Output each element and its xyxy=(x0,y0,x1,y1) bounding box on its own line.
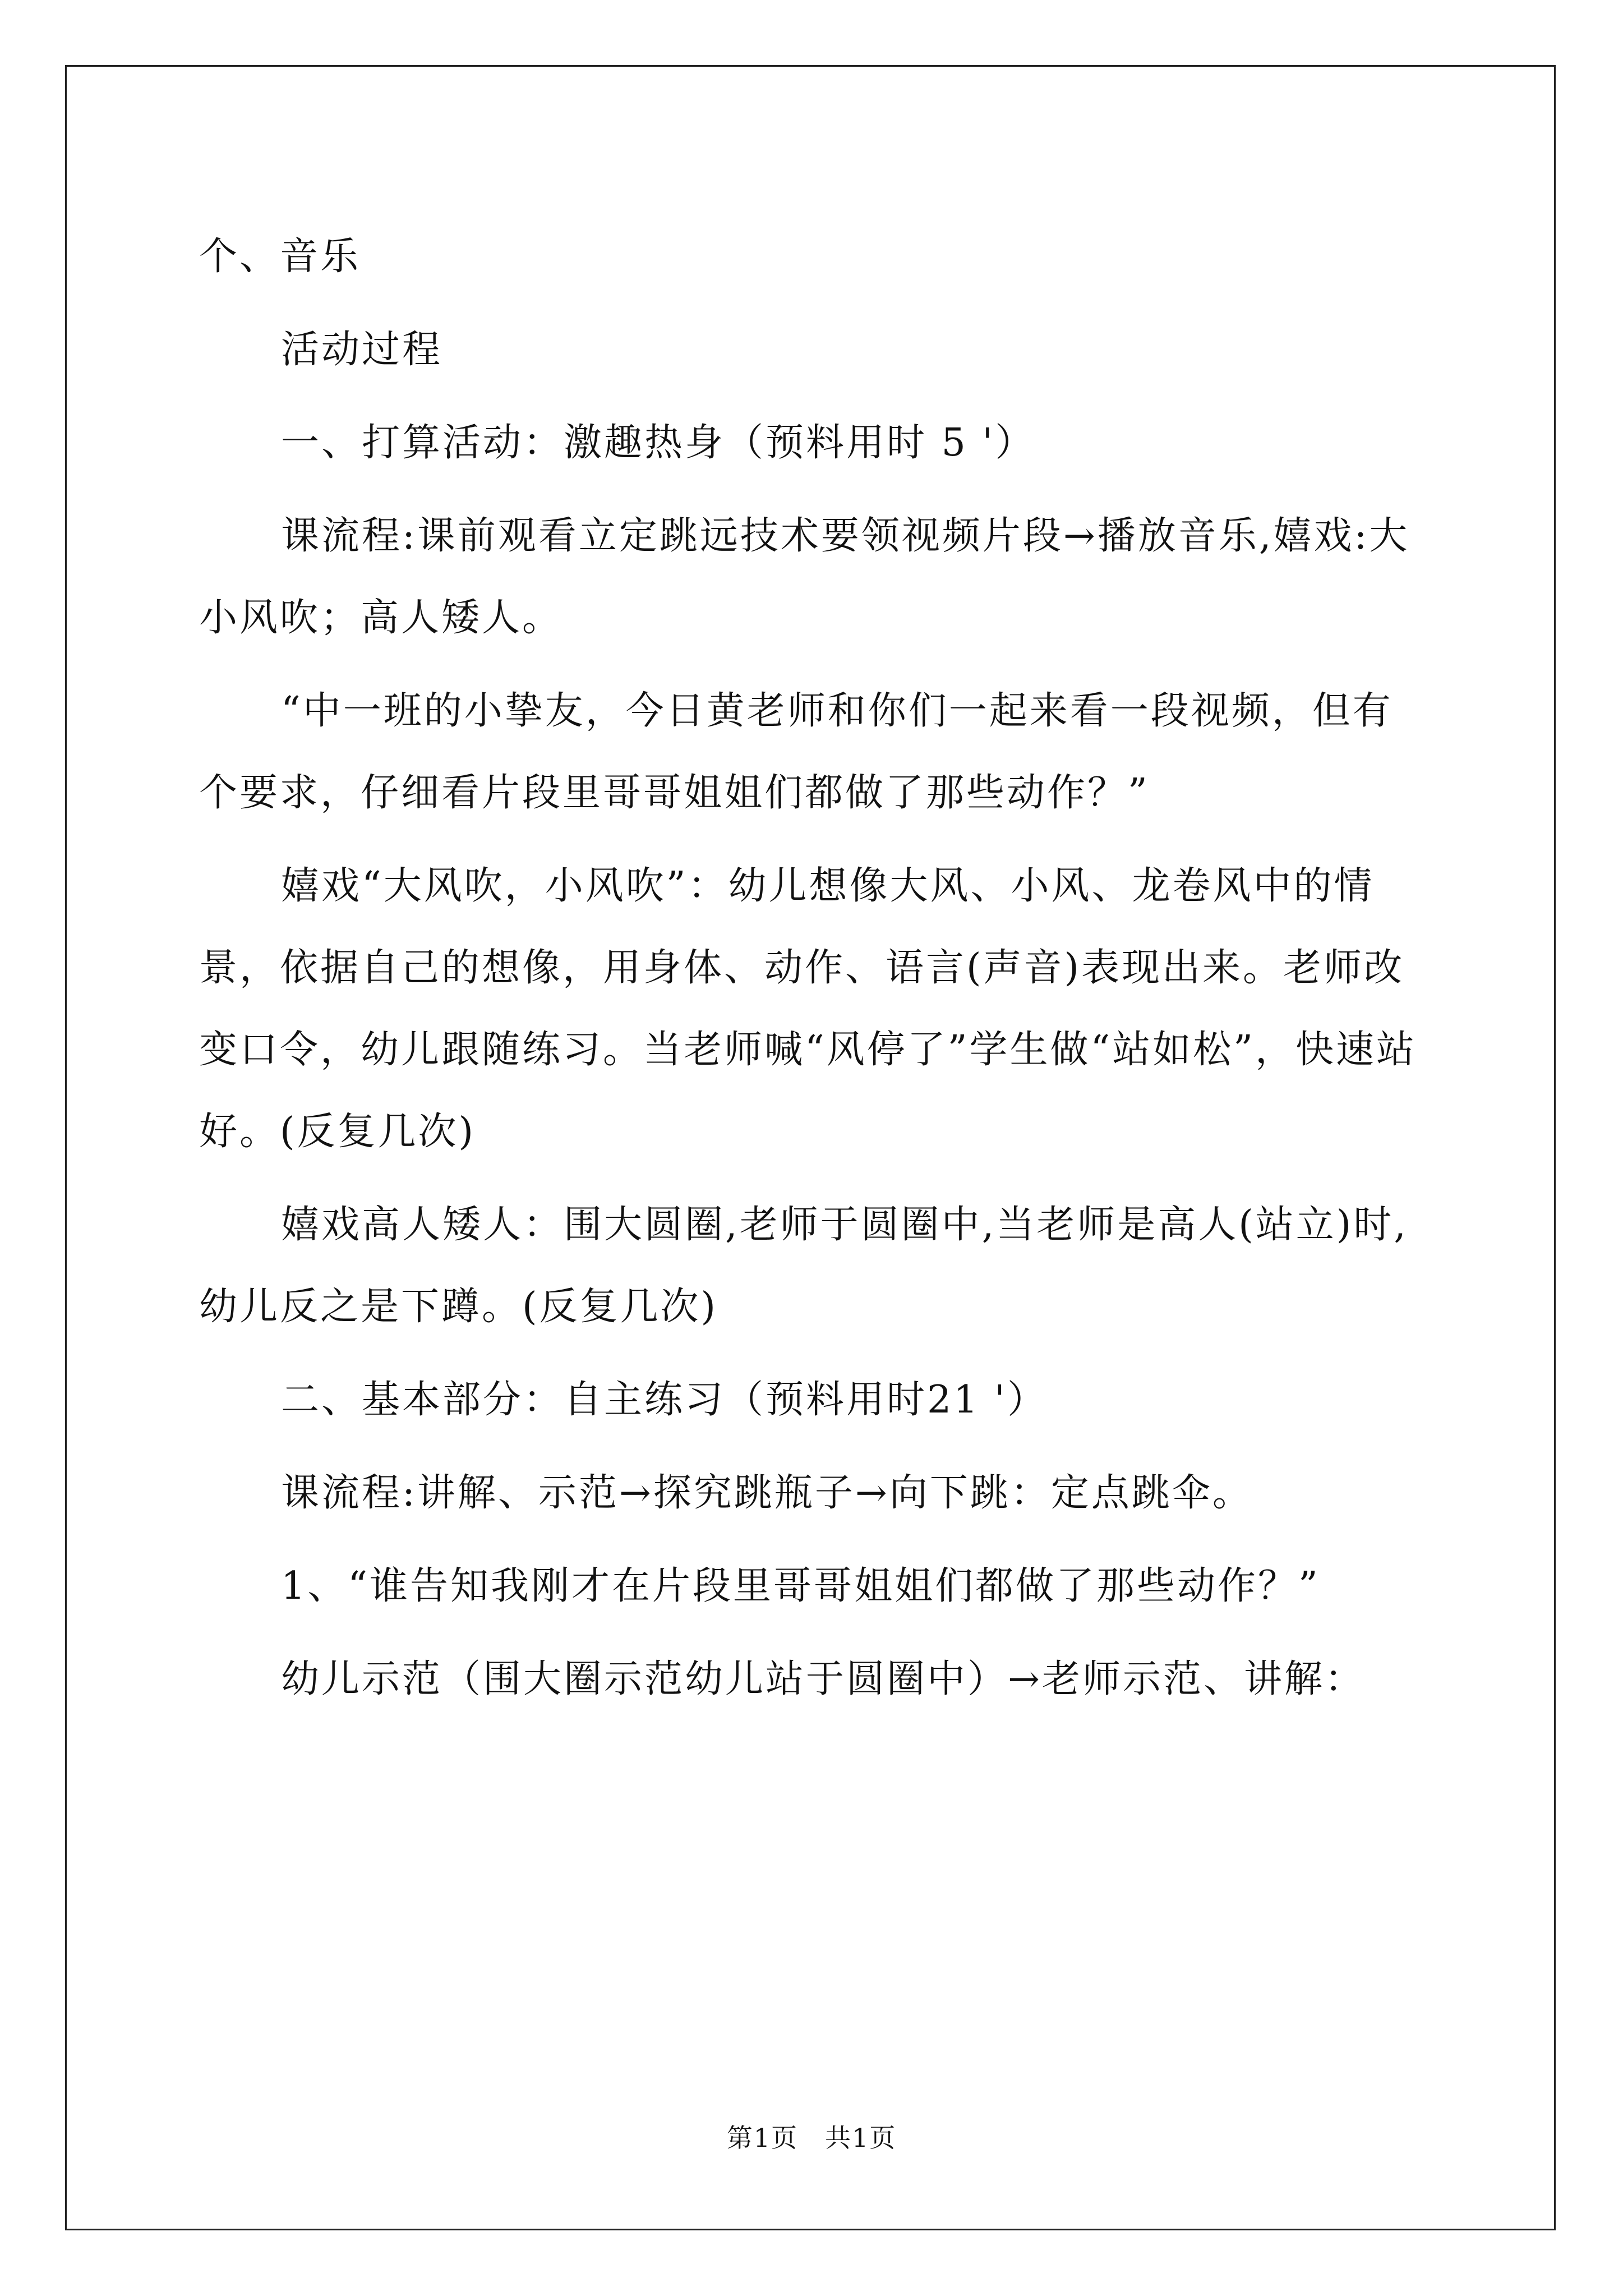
paragraph-6: 嬉戏“大风吹，小风吹”：幼儿想像大风、小风、龙卷风中的情景，依据自己的想像，用身体、动作、语言(声音)表现出来。老师改变口令，幼儿跟随练习。当老师喊“风停了”学生做“站如松”，快速站好。(反复几次) xyxy=(199,864,1417,1154)
paragraph-7: 嬉戏高人矮人：围大圆圈,老师于圆圈中,当老师是高人(站立)时,幼儿反之是下蹲。(反复几次) xyxy=(199,1203,1408,1329)
page-footer: 第1页 共1页 xyxy=(726,2123,897,2153)
paragraph-3: 一、打算活动：激趣热身（预料用时 5 '） xyxy=(281,421,1036,465)
document-body xyxy=(199,216,1433,1732)
paragraph-8: 二、基本部分：自主练习（预料用时21 '） xyxy=(281,1378,1048,1422)
paragraph-10: 1、“谁告知我刚才在片段里哥哥姐姐们都做了那些动作？” xyxy=(281,1564,1320,1608)
paragraph-1: 个、音乐 xyxy=(199,234,361,279)
paragraph-5: “中一班的小挚友，今日黄老师和你们一起来看一段视频，但有个要求，仔细看片段里哥哥姐姐们都做了那些动作？” xyxy=(199,689,1393,815)
paragraph-2: 活动过程 xyxy=(281,328,443,372)
paragraph-11: 幼儿示范（围大圈示范幼儿站于圆圈中）→老师示范、讲解： xyxy=(281,1657,1365,1701)
paragraph-4: 课流程:课前观看立定跳远技术要领视频片段→播放音乐,嬉戏:大小风吹；高人矮人。 xyxy=(199,514,1410,640)
paragraph-9: 课流程:讲解、示范→探究跳瓶子→向下跳：定点跳伞。 xyxy=(281,1471,1253,1515)
